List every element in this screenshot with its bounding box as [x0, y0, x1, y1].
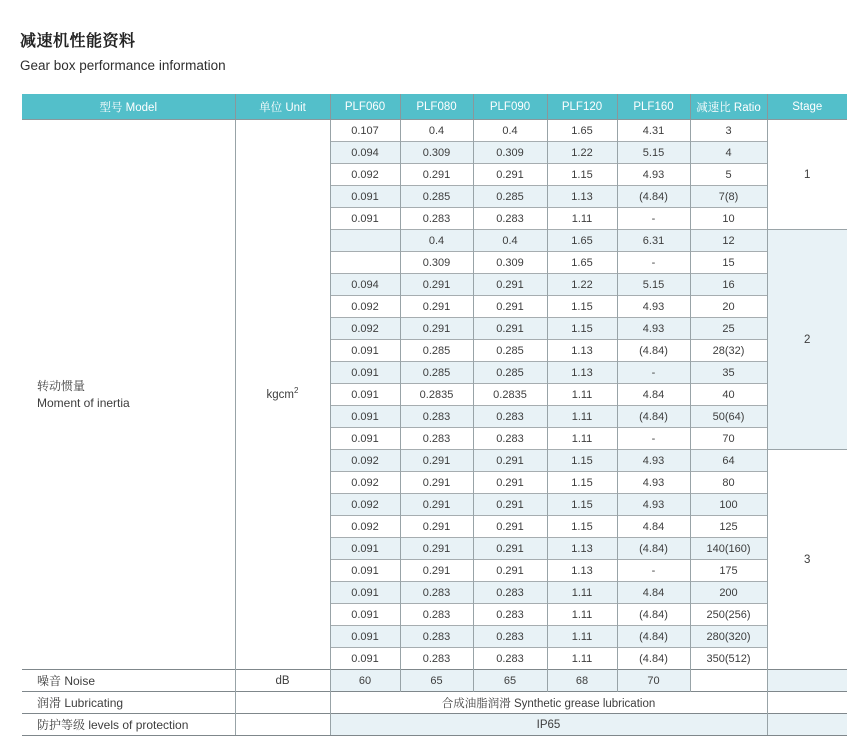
value-cell-plf080: 0.285: [400, 186, 473, 208]
value-cell-plf160: 5.15: [617, 142, 690, 164]
value-cell-plf160: 4.93: [617, 472, 690, 494]
stage-cell: 1: [767, 120, 847, 230]
value-cell-plf120: 1.13: [547, 538, 617, 560]
value-cell-plf120: 1.11: [547, 648, 617, 670]
value-cell-plf160: -: [617, 252, 690, 274]
lubricating-label: 润滑 Lubricating: [22, 692, 235, 714]
ratio-cell: 4: [690, 142, 767, 164]
ratio-cell: 50(64): [690, 406, 767, 428]
value-cell-plf080: 0.291: [400, 296, 473, 318]
value-cell-plf120: 1.15: [547, 296, 617, 318]
value-cell-plf060: 0.092: [330, 472, 400, 494]
protection-unit: [235, 714, 330, 736]
value-cell-plf120: 1.15: [547, 494, 617, 516]
value-cell-plf060: 0.091: [330, 648, 400, 670]
lubricating-stage-cell: [767, 692, 847, 714]
value-cell-plf160: 4.84: [617, 384, 690, 406]
value-cell-plf060: [330, 230, 400, 252]
value-cell-plf060: 0.091: [330, 208, 400, 230]
value-cell-plf090: 0.291: [473, 472, 547, 494]
value-cell-plf060: 0.107: [330, 120, 400, 142]
ratio-cell: 28(32): [690, 340, 767, 362]
noise-label: 噪音 Noise: [22, 670, 235, 692]
ratio-cell: 5: [690, 164, 767, 186]
performance-table: [22, 94, 847, 736]
value-cell-plf060: 0.092: [330, 164, 400, 186]
value-cell-plf060: 0.091: [330, 362, 400, 384]
value-cell-plf080: 0.283: [400, 582, 473, 604]
value-cell-plf120: 1.13: [547, 340, 617, 362]
value-cell-plf080: 0.285: [400, 362, 473, 384]
value-cell-plf160: 5.15: [617, 274, 690, 296]
value-cell-plf080: 0.291: [400, 538, 473, 560]
value-cell-plf160: (4.84): [617, 340, 690, 362]
value-cell-plf080: 0.2835: [400, 384, 473, 406]
ratio-cell: 16: [690, 274, 767, 296]
ratio-cell: 250(256): [690, 604, 767, 626]
value-cell-plf060: 0.091: [330, 384, 400, 406]
ratio-cell: 64: [690, 450, 767, 472]
value-cell-plf080: 0.291: [400, 274, 473, 296]
value-cell-plf090: 0.285: [473, 362, 547, 384]
unit-superscript: 2: [294, 385, 299, 395]
protection-value: IP65: [330, 714, 767, 736]
value-cell-plf160: 6.31: [617, 230, 690, 252]
ratio-cell: 80: [690, 472, 767, 494]
noise-stage-cell: [767, 670, 847, 692]
ratio-cell: 200: [690, 582, 767, 604]
ratio-cell: 125: [690, 516, 767, 538]
value-cell-plf120: 1.22: [547, 142, 617, 164]
value-cell-plf120: 1.22: [547, 274, 617, 296]
value-cell-plf060: 0.092: [330, 516, 400, 538]
ratio-cell: 7(8): [690, 186, 767, 208]
value-cell-plf090: 0.291: [473, 318, 547, 340]
value-cell-plf060: 0.094: [330, 142, 400, 164]
value-cell-plf160: (4.84): [617, 604, 690, 626]
ratio-cell: 12: [690, 230, 767, 252]
value-cell-plf080: 0.283: [400, 648, 473, 670]
value-cell-plf160: -: [617, 428, 690, 450]
inertia-label-en: Moment of inertia: [37, 395, 130, 410]
value-cell-plf080: 0.291: [400, 164, 473, 186]
value-cell-plf120: 1.15: [547, 164, 617, 186]
value-cell-plf160: (4.84): [617, 406, 690, 428]
value-cell-plf090: 0.285: [473, 186, 547, 208]
value-cell-plf160: 4.93: [617, 164, 690, 186]
value-cell-plf080: 0.283: [400, 208, 473, 230]
noise-ratio-cell: [690, 670, 767, 692]
value-cell-plf090: 0.291: [473, 538, 547, 560]
value-cell-plf060: 0.092: [330, 450, 400, 472]
header-plf160: PLF160: [617, 94, 690, 120]
value-cell-plf160: 4.84: [617, 516, 690, 538]
value-cell-plf120: 1.11: [547, 406, 617, 428]
value-cell-plf060: 0.091: [330, 428, 400, 450]
value-cell-plf060: 0.092: [330, 318, 400, 340]
value-cell-plf160: 4.93: [617, 296, 690, 318]
value-cell-plf060: 0.091: [330, 604, 400, 626]
value-cell-plf060: 0.091: [330, 406, 400, 428]
value-cell-plf160: (4.84): [617, 626, 690, 648]
value-cell-plf160: -: [617, 362, 690, 384]
value-cell-plf120: 1.13: [547, 560, 617, 582]
value-cell-plf080: 0.285: [400, 340, 473, 362]
value-cell-plf090: 0.291: [473, 494, 547, 516]
noise-value-plf160: 70: [617, 670, 690, 692]
value-cell-plf060: 0.092: [330, 494, 400, 516]
value-cell-plf090: 0.283: [473, 626, 547, 648]
value-cell-plf160: 4.93: [617, 318, 690, 340]
value-cell-plf090: 0.291: [473, 296, 547, 318]
value-cell-plf120: 1.11: [547, 428, 617, 450]
value-cell-plf120: 1.15: [547, 516, 617, 538]
noise-value-plf090: 65: [473, 670, 547, 692]
header-ratio: 减速比 Ratio: [690, 94, 767, 120]
ratio-cell: 70: [690, 428, 767, 450]
ratio-cell: 10: [690, 208, 767, 230]
ratio-cell: 3: [690, 120, 767, 142]
inertia-row: [22, 120, 847, 142]
value-cell-plf060: [330, 252, 400, 274]
value-cell-plf090: 0.283: [473, 582, 547, 604]
value-cell-plf060: 0.094: [330, 274, 400, 296]
value-cell-plf120: 1.15: [547, 472, 617, 494]
protection-label: 防护等级 levels of protection: [22, 714, 235, 736]
value-cell-plf080: 0.291: [400, 450, 473, 472]
noise-value-plf080: 65: [400, 670, 473, 692]
value-cell-plf080: 0.291: [400, 472, 473, 494]
page-title-en: Gear box performance information: [20, 58, 226, 73]
value-cell-plf090: 0.291: [473, 450, 547, 472]
value-cell-plf090: 0.4: [473, 120, 547, 142]
value-cell-plf060: 0.091: [330, 340, 400, 362]
value-cell-plf120: 1.11: [547, 208, 617, 230]
ratio-cell: 15: [690, 252, 767, 274]
lubricating-row: [22, 692, 847, 714]
noise-row: [22, 670, 847, 692]
lubricating-value: 合成油脂润滑 Synthetic grease lubrication: [330, 692, 767, 714]
value-cell-plf080: 0.283: [400, 428, 473, 450]
value-cell-plf160: 4.84: [617, 582, 690, 604]
value-cell-plf080: 0.283: [400, 626, 473, 648]
ratio-cell: 20: [690, 296, 767, 318]
value-cell-plf090: 0.4: [473, 230, 547, 252]
ratio-cell: 280(320): [690, 626, 767, 648]
value-cell-plf120: 1.11: [547, 384, 617, 406]
value-cell-plf120: 1.15: [547, 318, 617, 340]
value-cell-plf120: 1.65: [547, 230, 617, 252]
stage-cell: 2: [767, 230, 847, 450]
value-cell-plf090: 0.283: [473, 604, 547, 626]
value-cell-plf120: 1.65: [547, 120, 617, 142]
page-title-zh: 减速机性能资料: [20, 33, 136, 50]
value-cell-plf120: 1.15: [547, 450, 617, 472]
value-cell-plf090: 0.283: [473, 428, 547, 450]
value-cell-plf060: 0.091: [330, 538, 400, 560]
value-cell-plf160: (4.84): [617, 538, 690, 560]
value-cell-plf080: 0.309: [400, 252, 473, 274]
table-body: [22, 120, 847, 736]
lubricating-unit: [235, 692, 330, 714]
ratio-cell: 40: [690, 384, 767, 406]
header-stage: Stage: [767, 94, 847, 120]
value-cell-plf160: 4.31: [617, 120, 690, 142]
value-cell-plf060: 0.091: [330, 560, 400, 582]
stage-cell: 3: [767, 450, 847, 670]
value-cell-plf120: 1.11: [547, 626, 617, 648]
value-cell-plf080: 0.291: [400, 494, 473, 516]
value-cell-plf080: 0.4: [400, 230, 473, 252]
ratio-cell: 35: [690, 362, 767, 384]
value-cell-plf090: 0.309: [473, 142, 547, 164]
protection-row: [22, 714, 847, 736]
value-cell-plf080: 0.291: [400, 516, 473, 538]
value-cell-plf090: 0.283: [473, 406, 547, 428]
value-cell-plf090: 0.291: [473, 516, 547, 538]
value-cell-plf090: 0.285: [473, 340, 547, 362]
inertia-label-cell: [22, 120, 235, 670]
value-cell-plf080: 0.291: [400, 560, 473, 582]
header-row: [22, 94, 847, 120]
value-cell-plf090: 0.291: [473, 560, 547, 582]
value-cell-plf080: 0.283: [400, 604, 473, 626]
value-cell-plf090: 0.283: [473, 648, 547, 670]
ratio-cell: 350(512): [690, 648, 767, 670]
noise-value-plf120: 68: [547, 670, 617, 692]
value-cell-plf060: 0.092: [330, 296, 400, 318]
header-unit: 单位 Unit: [235, 94, 330, 120]
ratio-cell: 175: [690, 560, 767, 582]
value-cell-plf060: 0.091: [330, 626, 400, 648]
noise-unit: dB: [235, 670, 330, 692]
value-cell-plf060: 0.091: [330, 582, 400, 604]
value-cell-plf160: -: [617, 208, 690, 230]
inertia-unit-cell: kgcm$^2$: [235, 120, 330, 670]
protection-stage-cell: [767, 714, 847, 736]
header-plf090: PLF090: [473, 94, 547, 120]
header-plf080: PLF080: [400, 94, 473, 120]
value-cell-plf080: 0.291: [400, 318, 473, 340]
ratio-cell: 140(160): [690, 538, 767, 560]
value-cell-plf090: 0.291: [473, 274, 547, 296]
value-cell-plf120: 1.13: [547, 362, 617, 384]
ratio-cell: 100: [690, 494, 767, 516]
value-cell-plf120: 1.65: [547, 252, 617, 274]
value-cell-plf160: 4.93: [617, 494, 690, 516]
ratio-cell: 25: [690, 318, 767, 340]
inertia-label-zh: 转动惯量: [37, 378, 86, 393]
value-cell-plf080: 0.283: [400, 406, 473, 428]
value-cell-plf090: 0.309: [473, 252, 547, 274]
value-cell-plf090: 0.2835: [473, 384, 547, 406]
value-cell-plf120: 1.11: [547, 582, 617, 604]
noise-value-plf060: 60: [330, 670, 400, 692]
value-cell-plf060: 0.091: [330, 186, 400, 208]
value-cell-plf080: 0.4: [400, 120, 473, 142]
value-cell-plf090: 0.283: [473, 208, 547, 230]
value-cell-plf160: 4.93: [617, 450, 690, 472]
value-cell-plf160: (4.84): [617, 648, 690, 670]
header-model: 型号 Model: [22, 94, 235, 120]
value-cell-plf090: 0.291: [473, 164, 547, 186]
header-plf060: PLF060: [330, 94, 400, 120]
value-cell-plf160: -: [617, 560, 690, 582]
value-cell-plf120: 1.13: [547, 186, 617, 208]
value-cell-plf160: (4.84): [617, 186, 690, 208]
header-plf120: PLF120: [547, 94, 617, 120]
value-cell-plf080: 0.309: [400, 142, 473, 164]
value-cell-plf120: 1.11: [547, 604, 617, 626]
